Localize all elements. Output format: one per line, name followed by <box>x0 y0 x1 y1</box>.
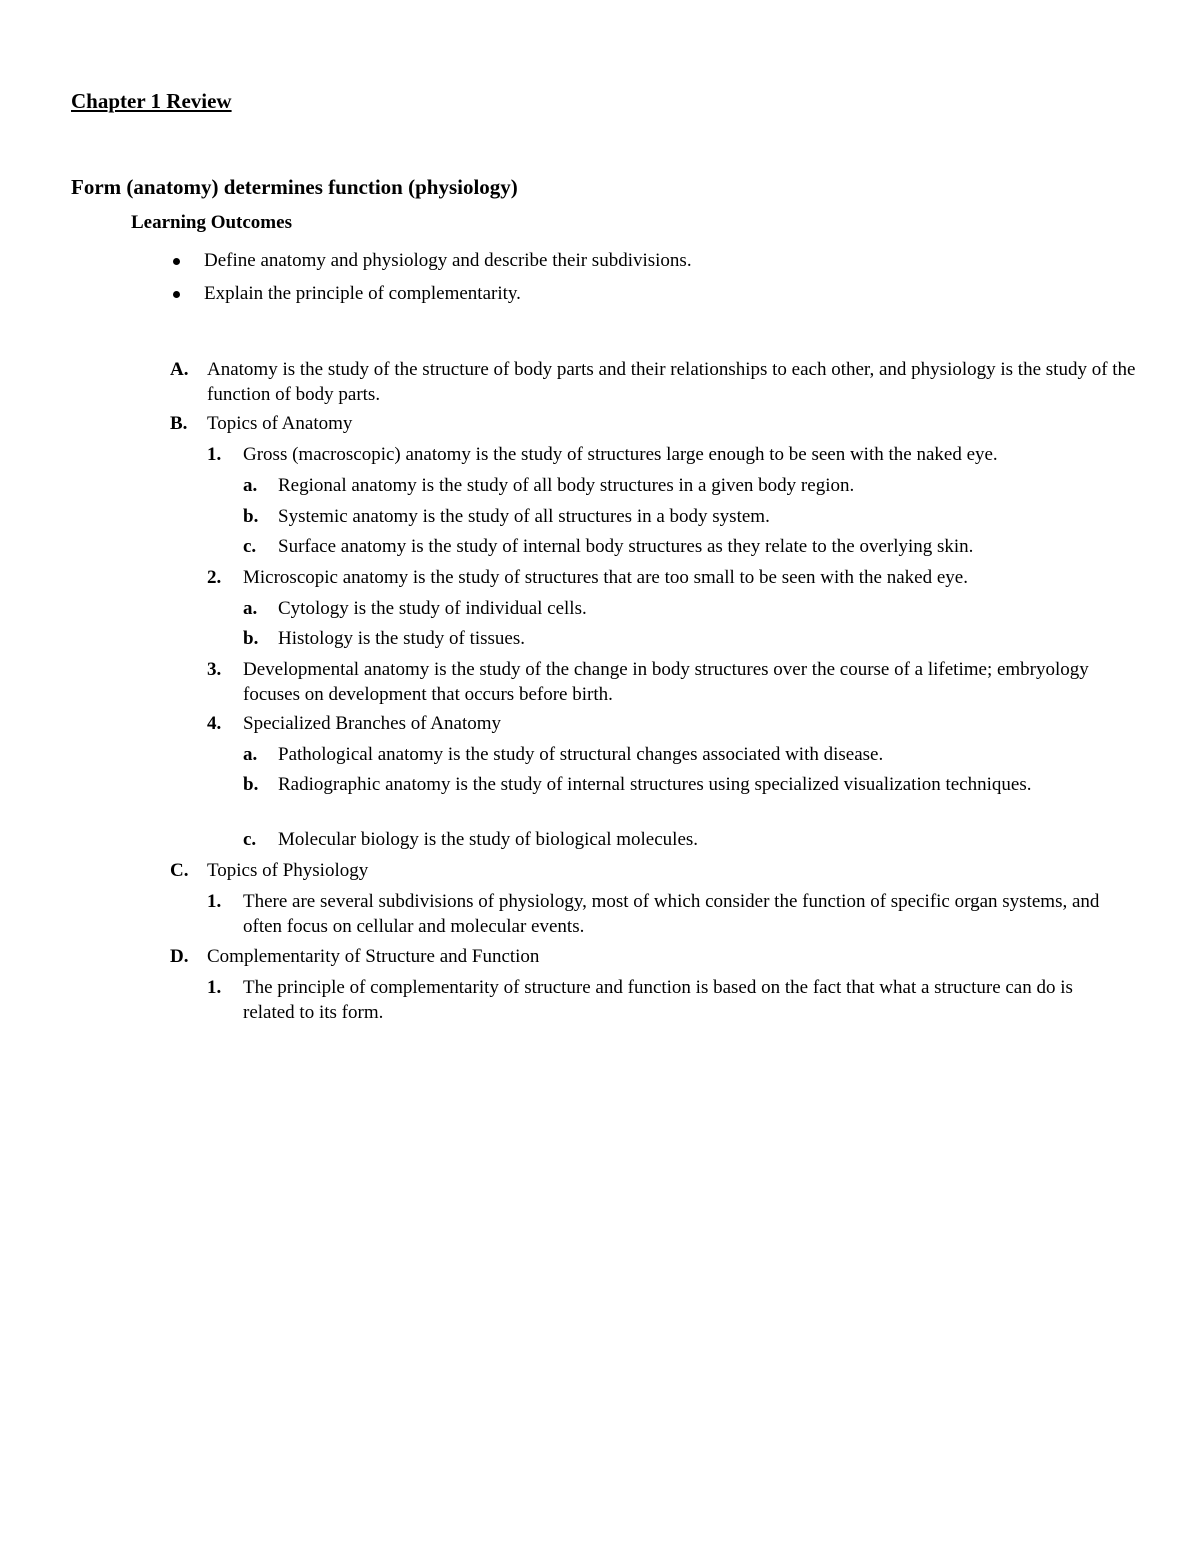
outline-text: Histology is the study of tissues. <box>278 628 526 649</box>
outline-marker: b. <box>243 774 259 795</box>
outline-text: Molecular biology is the study of biological molecules. <box>278 829 699 850</box>
outline-marker: 1. <box>207 444 222 465</box>
outline-marker: 4. <box>207 713 222 734</box>
outline-text: Gross (macroscopic) anatomy is the study of structures large enough to be seen with the naked eye. <box>243 444 998 465</box>
learning-outcome-item <box>165 282 692 315</box>
learning-outcomes-list <box>165 249 692 315</box>
learning-outcome-text: Define anatomy and physiology and describe their subdivisions. <box>204 250 692 271</box>
outline-text: The principle of complementarity of structure and function is based on the fact that what a structure can do is related to its form. <box>243 977 1073 1023</box>
chapter-title: Chapter 1 Review <box>71 89 232 113</box>
outline-text: Topics of Physiology <box>207 860 369 881</box>
outline-text: Regional anatomy is the study of all body structures in a given body region. <box>278 475 855 496</box>
outline-marker: C. <box>170 860 189 881</box>
outline-marker: B. <box>170 413 188 434</box>
outline-text: Systemic anatomy is the study of all structures in a body system. <box>278 506 770 527</box>
bullet-icon <box>173 291 180 298</box>
outline-marker: 2. <box>207 567 222 588</box>
outline-text: There are several subdivisions of physiology, most of which consider the function of specific organ systems, and often focus on cellular and molecular events. <box>243 891 1100 937</box>
outline-marker: A. <box>170 359 189 380</box>
outline-text: Radiographic anatomy is the study of internal structures using specialized visualization techniques. <box>278 774 1032 795</box>
outline-marker: b. <box>243 628 259 649</box>
outline-text: Complementarity of Structure and Function <box>207 946 540 967</box>
outline-marker: a. <box>243 598 258 619</box>
outline-marker: 1. <box>207 891 222 912</box>
outline-marker: a. <box>243 475 258 496</box>
outline-text: Microscopic anatomy is the study of structures that are too small to be seen with the naked eye. <box>243 567 968 588</box>
outline-marker: a. <box>243 744 258 765</box>
outline-marker: D. <box>170 946 189 967</box>
outline-marker: c. <box>243 829 257 850</box>
outline-marker: c. <box>243 536 257 557</box>
outline-text: Topics of Anatomy <box>207 413 353 434</box>
outline-marker: 3. <box>207 659 222 680</box>
outline-marker: 1. <box>207 977 222 998</box>
outline-marker: b. <box>243 506 259 527</box>
learning-outcome-item <box>165 249 692 282</box>
outline-text: Developmental anatomy is the study of the change in body structures over the course of a lifetime; embryology focuses on development that occurs before birth. <box>243 659 1089 705</box>
outline-text: Specialized Branches of Anatomy <box>243 713 502 734</box>
outline-text: Surface anatomy is the study of internal body structures as they relate to the overlying skin. <box>278 536 974 557</box>
outline-text: Cytology is the study of individual cells. <box>278 598 587 619</box>
learning-outcomes-heading: Learning Outcomes <box>131 212 292 233</box>
learning-outcome-text: Explain the principle of complementarity. <box>204 283 521 304</box>
section-heading: Form (anatomy) determines function (physiology) <box>71 175 518 199</box>
outline-text: Anatomy is the study of the structure of body parts and their relationships to each other, and physiology is the study of the function of body parts. <box>207 359 1136 405</box>
bullet-icon <box>173 258 180 265</box>
outline-text: Pathological anatomy is the study of structural changes associated with disease. <box>278 744 884 765</box>
